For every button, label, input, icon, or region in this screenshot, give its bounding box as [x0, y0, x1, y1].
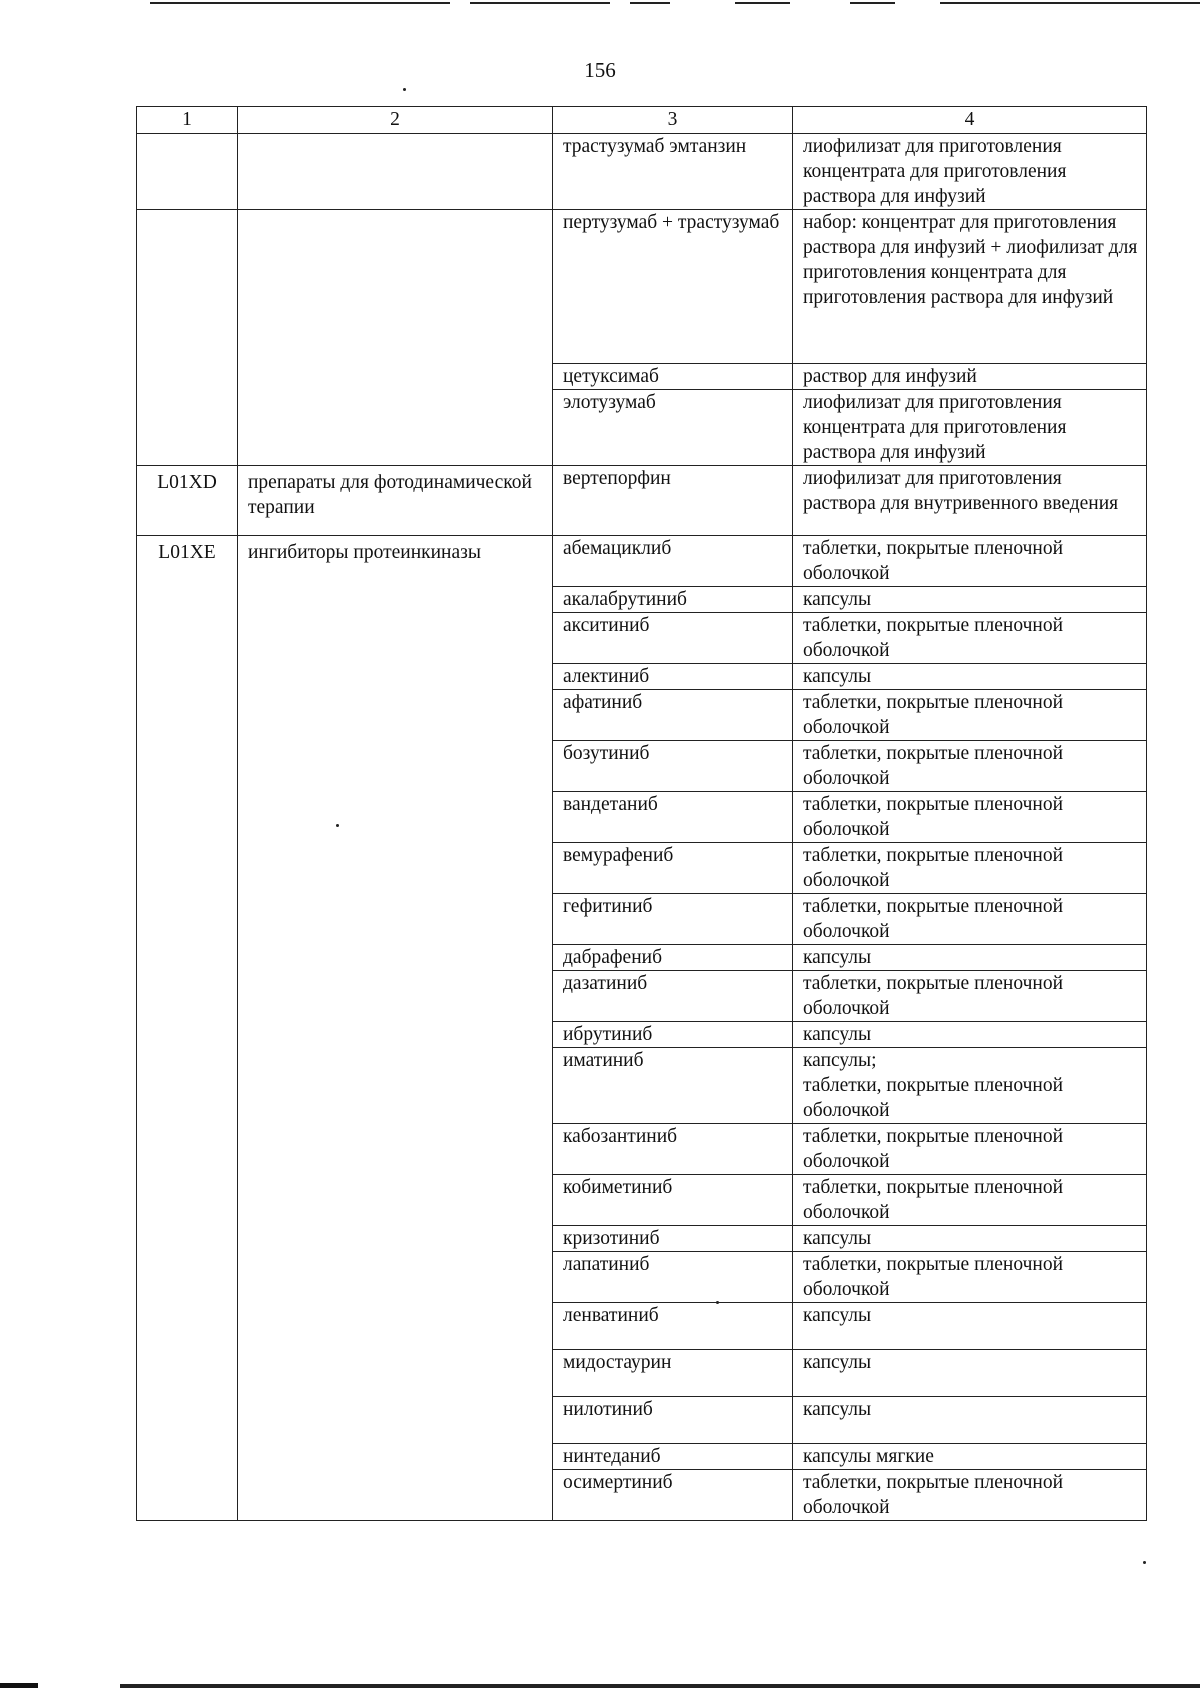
dosage-form-cell: капсулы — [793, 1350, 1147, 1397]
drug-name-cell: ленватиниб — [553, 1303, 793, 1350]
dosage-form-cell: капсулы; таблетки, покрытые пленочной оболочкой — [793, 1048, 1147, 1124]
dosage-form-cell: таблетки, покрытые пленочной оболочкой — [793, 1252, 1147, 1303]
drug-name-cell: пертузумаб + трастузумаб — [553, 210, 793, 364]
group-name-cell — [238, 134, 553, 210]
drug-name-cell: нилотиниб — [553, 1397, 793, 1444]
drug-name-cell: бозутиниб — [553, 741, 793, 792]
dosage-form-cell: капсулы — [793, 587, 1147, 613]
drug-name-cell: акситиниб — [553, 613, 793, 664]
dosage-form-cell: таблетки, покрытые пленочной оболочкой — [793, 690, 1147, 741]
drug-name-cell: гефитиниб — [553, 894, 793, 945]
dosage-form-cell: таблетки, покрытые пленочной оболочкой — [793, 792, 1147, 843]
scan-speck — [1143, 1561, 1146, 1564]
dosage-form-cell: таблетки, покрытые пленочной оболочкой — [793, 894, 1147, 945]
drug-name-cell: вандетаниб — [553, 792, 793, 843]
dosage-form-cell: капсулы мягкие — [793, 1444, 1147, 1470]
dosage-form-cell: таблетки, покрытые пленочной оболочкой — [793, 536, 1147, 587]
drug-name-cell: акалабрутиниб — [553, 587, 793, 613]
header-col-2: 2 — [238, 107, 553, 134]
dosage-form-cell: капсулы — [793, 945, 1147, 971]
dosage-form-cell: капсулы — [793, 1397, 1147, 1444]
table-row — [137, 210, 1147, 364]
drug-name-cell: вемурафениб — [553, 843, 793, 894]
table-header — [137, 107, 1147, 134]
drug-name-cell: трастузумаб эмтанзин — [553, 134, 793, 210]
table-body-continuation — [137, 134, 1147, 210]
scan-edge-top — [150, 0, 1090, 6]
drug-name-cell: кобиметиниб — [553, 1175, 793, 1226]
scan-edge-bottom — [120, 1684, 1200, 1688]
group-name-cell: препараты для фотодинамической терапии — [238, 466, 553, 536]
dosage-form-cell: набор: концентрат для приготовления раствора для инфузий + лиофилизат для приготовления концентрата для приготовления раствора для инфузий — [793, 210, 1147, 364]
drug-name-cell: осимертиниб — [553, 1470, 793, 1521]
table-row — [137, 536, 1147, 587]
drug-name-cell: нинтеданиб — [553, 1444, 793, 1470]
scan-edge-bottom-left — [0, 1683, 38, 1688]
dosage-form-cell: капсулы — [793, 664, 1147, 690]
table-row — [137, 134, 1147, 210]
drug-name-cell: кабозантиниб — [553, 1124, 793, 1175]
dosage-form-cell: капсулы — [793, 1303, 1147, 1350]
group-code-cell: L01XE — [137, 536, 238, 1521]
drug-name-cell: мидостаурин — [553, 1350, 793, 1397]
dosage-form-cell: таблетки, покрытые пленочной оболочкой — [793, 971, 1147, 1022]
dosage-form-cell: таблетки, покрытые пленочной оболочкой — [793, 1470, 1147, 1521]
group-code-cell — [137, 134, 238, 210]
drug-name-cell: элотузумаб — [553, 390, 793, 466]
drug-name-cell: ибрутиниб — [553, 1022, 793, 1048]
table-body-group-l01xd — [137, 466, 1147, 536]
group-code-cell: L01XD — [137, 466, 238, 536]
dosage-form-cell: таблетки, покрытые пленочной оболочкой — [793, 843, 1147, 894]
table-row — [137, 466, 1147, 536]
dosage-form-cell: таблетки, покрытые пленочной оболочкой — [793, 613, 1147, 664]
drug-name-cell: вертепорфин — [553, 466, 793, 536]
header-col-3: 3 — [553, 107, 793, 134]
drug-name-cell: кризотиниб — [553, 1226, 793, 1252]
drug-name-cell: дазатиниб — [553, 971, 793, 1022]
group-code-cell — [137, 210, 238, 466]
drug-name-cell: лапатиниб — [553, 1252, 793, 1303]
group-name-cell: ингибиторы протеинкиназы — [238, 536, 553, 1521]
dosage-form-cell: таблетки, покрытые пленочной оболочкой — [793, 1124, 1147, 1175]
drug-name-cell: иматиниб — [553, 1048, 793, 1124]
dosage-form-cell: капсулы — [793, 1226, 1147, 1252]
drug-name-cell: афатиниб — [553, 690, 793, 741]
dosage-form-cell: таблетки, покрытые пленочной оболочкой — [793, 1175, 1147, 1226]
dosage-form-cell: лиофилизат для приготовления концентрата для приготовления раствора для инфузий — [793, 134, 1147, 210]
page-number: 156 — [584, 58, 616, 82]
dosage-form-cell: лиофилизат для приготовления раствора для внутривенного введения — [793, 466, 1147, 536]
group-name-cell — [238, 210, 553, 466]
drug-table — [136, 106, 1147, 1521]
drug-name-cell: цетуксимаб — [553, 364, 793, 390]
drug-name-cell: алектиниб — [553, 664, 793, 690]
drug-name-cell: дабрафениб — [553, 945, 793, 971]
table-body-group-a — [137, 210, 1147, 466]
header-row — [137, 107, 1147, 134]
drug-name-cell: абемациклиб — [553, 536, 793, 587]
dosage-form-cell: таблетки, покрытые пленочной оболочкой — [793, 741, 1147, 792]
header-col-1: 1 — [137, 107, 238, 134]
scan-speck — [403, 88, 406, 91]
dosage-form-cell: раствор для инфузий — [793, 364, 1147, 390]
dosage-form-cell: капсулы — [793, 1022, 1147, 1048]
dosage-form-cell: лиофилизат для приготовления концентрата для приготовления раствора для инфузий — [793, 390, 1147, 466]
table-body-group-l01xe — [137, 536, 1147, 1521]
header-col-4: 4 — [793, 107, 1147, 134]
